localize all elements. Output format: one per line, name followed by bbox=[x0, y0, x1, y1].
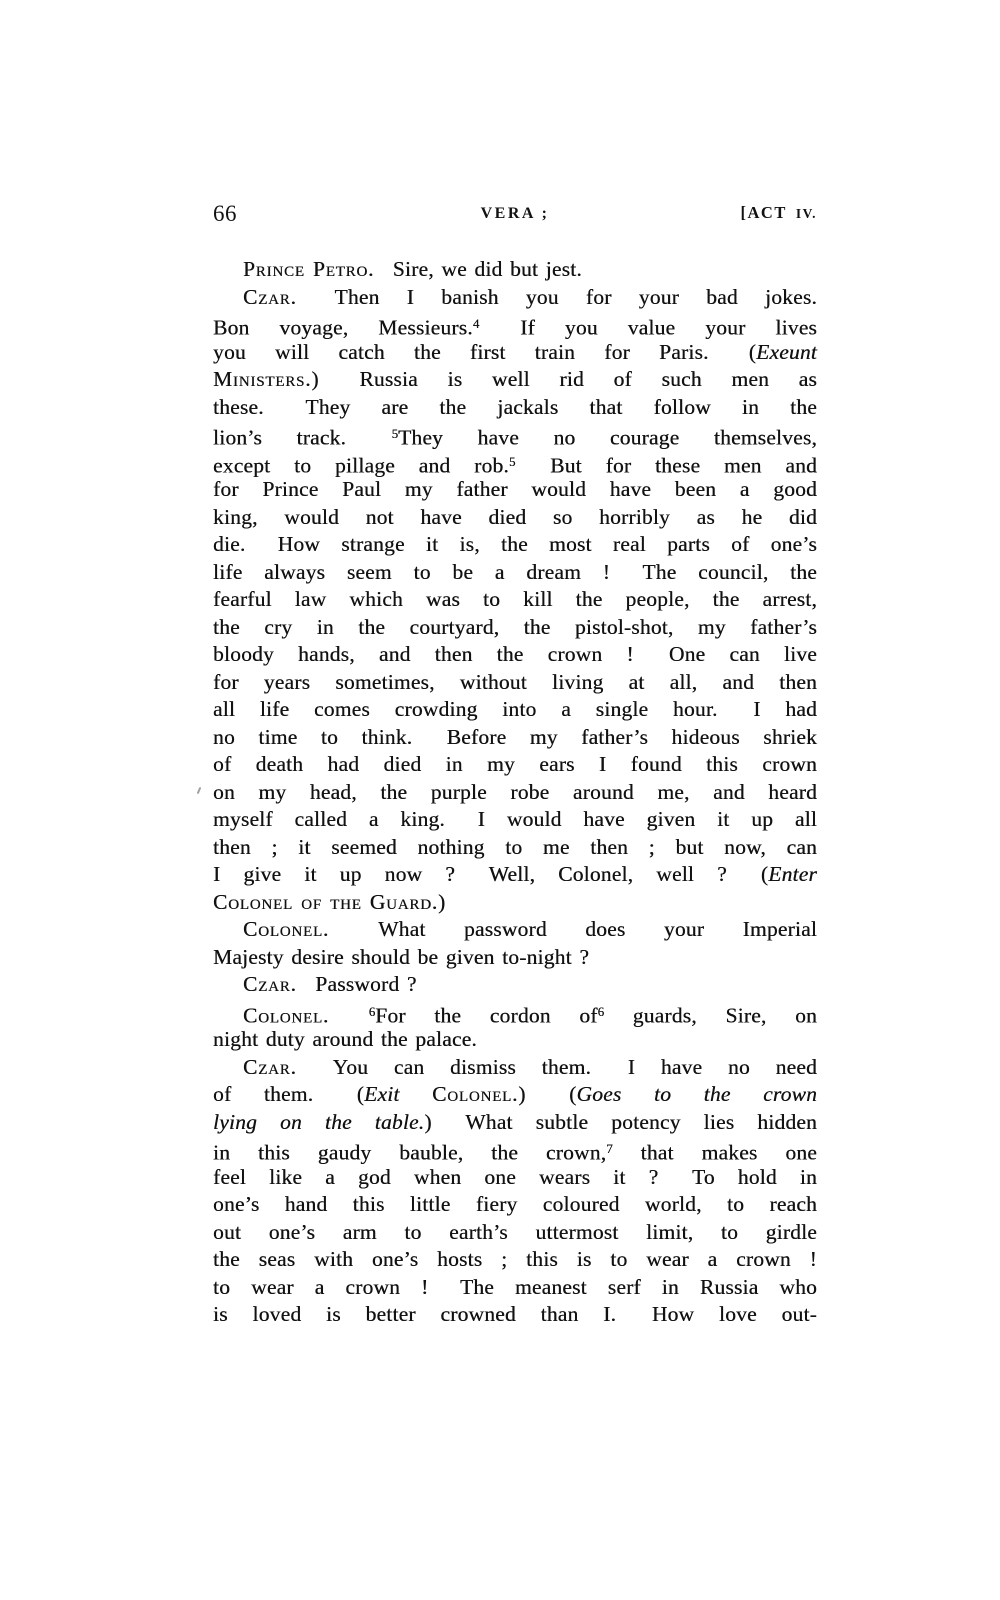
text-run: out one’s arm to earth’s uttermost limit, to girdle bbox=[213, 1219, 817, 1244]
text-run: What password does your Imperial bbox=[329, 917, 817, 941]
text-line bbox=[213, 1191, 817, 1219]
text-run: If you value your lives bbox=[479, 315, 817, 340]
text-line bbox=[213, 779, 817, 807]
text-line bbox=[213, 971, 817, 999]
text-line bbox=[213, 834, 817, 862]
footnote-reference: 4 bbox=[472, 317, 480, 331]
text-line bbox=[213, 449, 817, 477]
text-run: all life comes crowding into a single hour. I had bbox=[213, 697, 817, 721]
text-run: for years sometimes, without living at all, and then bbox=[213, 669, 817, 694]
footnote-reference: 6 bbox=[368, 1004, 376, 1019]
text-run: die. How strange it is, the most real parts of one’s bbox=[213, 532, 817, 556]
text-run: lion’s track. bbox=[213, 425, 392, 450]
text-run: They have no courage themselves, bbox=[398, 425, 818, 450]
text-run: of death had died in my ears I found this crown bbox=[213, 752, 817, 776]
footnote-reference: 5 bbox=[508, 454, 516, 469]
text-run: that makes one bbox=[612, 1140, 817, 1165]
text-run: ) What subtle potency lies hidden bbox=[424, 1109, 817, 1134]
text-line bbox=[213, 1054, 817, 1082]
text-run: I give it up now ? Well, Colonel, well ? ( bbox=[213, 862, 769, 886]
smallcaps-text: Colonel. bbox=[243, 917, 330, 941]
text-run: these. They are the jackals that follow in the bbox=[213, 394, 817, 419]
page-header bbox=[213, 201, 817, 231]
text-line bbox=[213, 1219, 817, 1247]
text-run: Then I banish you for your bad jokes. bbox=[296, 284, 817, 309]
text-line bbox=[213, 1246, 817, 1274]
text-run: of them. ( bbox=[213, 1082, 365, 1106]
italic-stage-direction: lying on the table. bbox=[213, 1109, 425, 1134]
smallcaps-text: Prince Petro. bbox=[243, 257, 375, 281]
text-line bbox=[213, 1026, 817, 1054]
text-run: is loved is better crowned than I. How love out- bbox=[213, 1302, 817, 1326]
text-line bbox=[213, 641, 817, 669]
scan-speck-artifact bbox=[197, 787, 202, 794]
text-run: Majesty desire should be given to-night ? bbox=[213, 944, 590, 969]
text-run: myself called a king. I would have given it up all bbox=[213, 807, 817, 831]
text-line bbox=[213, 504, 817, 532]
text-run: the seas with one’s hosts ; this is to wear a crown ! bbox=[213, 1247, 817, 1271]
text-line bbox=[213, 339, 817, 367]
text-run: fearful law which was to kill the people, the arrest, bbox=[213, 587, 817, 611]
act-label bbox=[741, 203, 817, 223]
text-run: except to pillage and rob. bbox=[213, 452, 509, 477]
running-title: VERA ; bbox=[480, 205, 550, 222]
text-run: then ; it seemed nothing to me then ; but now, can bbox=[213, 834, 817, 859]
text-run: ) ( bbox=[518, 1082, 577, 1106]
text-run bbox=[329, 1003, 369, 1027]
footnote-reference: 6 bbox=[597, 1004, 605, 1019]
text-line bbox=[213, 861, 817, 889]
text-run: guards, Sire, on bbox=[604, 1002, 817, 1027]
text-line bbox=[213, 999, 817, 1027]
smallcaps-text: Czar. bbox=[243, 284, 297, 309]
text-line bbox=[213, 366, 817, 394]
text-line bbox=[213, 1136, 817, 1164]
italic-stage-direction: Goes to the crown bbox=[576, 1082, 818, 1106]
text-run: Sire, we did but jest. bbox=[374, 257, 582, 281]
text-run: ) bbox=[438, 889, 446, 914]
text-run: one’s hand this little fiery coloured world, to reach bbox=[213, 1192, 817, 1216]
italic-stage-direction: Exit bbox=[364, 1082, 400, 1106]
text-line bbox=[213, 1301, 817, 1329]
text-line bbox=[213, 256, 817, 284]
text-line bbox=[213, 586, 817, 614]
text-line bbox=[213, 614, 817, 642]
text-run: life always seem to be a dream ! The council, the bbox=[213, 559, 817, 584]
text-run: the cry in the courtyard, the pistol-shot, my father’s bbox=[213, 614, 817, 639]
text-line bbox=[213, 724, 817, 752]
text-run: no time to think. Before my father’s hideous shriek bbox=[213, 724, 817, 749]
text-line bbox=[213, 559, 817, 587]
smallcaps-text: Colonel. bbox=[432, 1082, 519, 1106]
smallcaps-text: Ministers. bbox=[213, 367, 312, 391]
text-line bbox=[213, 1164, 817, 1192]
page-number: 66 bbox=[213, 201, 237, 226]
text-run: for Prince Paul my father would have been a good bbox=[213, 477, 817, 501]
text-line bbox=[213, 1109, 817, 1137]
text-run: feel like a god when one wears it ? To hold in bbox=[213, 1164, 817, 1189]
text-run: For the cordon of bbox=[375, 1002, 598, 1027]
act-numeral-text: IV. bbox=[795, 206, 817, 221]
text-run: you will catch the first train for Paris. ( bbox=[213, 339, 757, 364]
italic-stage-direction: Enter bbox=[768, 862, 817, 886]
text-line bbox=[213, 1274, 817, 1302]
footnote-reference: 5 bbox=[391, 427, 399, 441]
text-run: on my head, the purple robe around me, and heard bbox=[213, 779, 817, 804]
body-text bbox=[213, 256, 817, 1329]
italic-stage-direction: Exeunt bbox=[756, 339, 817, 364]
text-line bbox=[213, 696, 817, 724]
footnote-reference: 7 bbox=[606, 1142, 613, 1156]
smallcaps-text: Czar. bbox=[243, 1054, 297, 1079]
text-run: in this gaudy bauble, the crown, bbox=[213, 1140, 607, 1165]
text-run: Bon voyage, Messieurs. bbox=[213, 315, 473, 340]
text-line bbox=[213, 916, 817, 944]
text-line bbox=[213, 806, 817, 834]
text-line bbox=[213, 284, 817, 312]
text-run: night duty around the palace. bbox=[213, 1027, 477, 1051]
text-line bbox=[213, 889, 817, 917]
text-line bbox=[213, 1081, 817, 1109]
text-line bbox=[213, 531, 817, 559]
text-line bbox=[213, 394, 817, 422]
text-run: You can dismiss them. I have no need bbox=[296, 1054, 817, 1079]
smallcaps-text: Colonel of the Guard. bbox=[213, 889, 438, 914]
text-run: ) Russia is well rid of such men as bbox=[311, 367, 817, 391]
text-run: Password ? bbox=[296, 972, 417, 996]
smallcaps-text: Colonel. bbox=[243, 1002, 330, 1027]
text-line bbox=[213, 669, 817, 697]
smallcaps-text: Czar. bbox=[243, 972, 297, 996]
act-bracket-text: [ACT bbox=[740, 203, 787, 222]
text-line bbox=[213, 476, 817, 504]
text-run: bloody hands, and then the crown ! One can live bbox=[213, 642, 817, 666]
text-line bbox=[213, 751, 817, 779]
text-line bbox=[213, 421, 817, 449]
text-line bbox=[213, 311, 817, 339]
text-run: king, would not have died so horribly as he did bbox=[213, 504, 817, 529]
text-line bbox=[213, 944, 817, 972]
text-run: to wear a crown ! The meanest serf in Russia who bbox=[213, 1274, 817, 1299]
text-run: But for these men and bbox=[515, 452, 818, 477]
text-run bbox=[400, 1082, 433, 1106]
